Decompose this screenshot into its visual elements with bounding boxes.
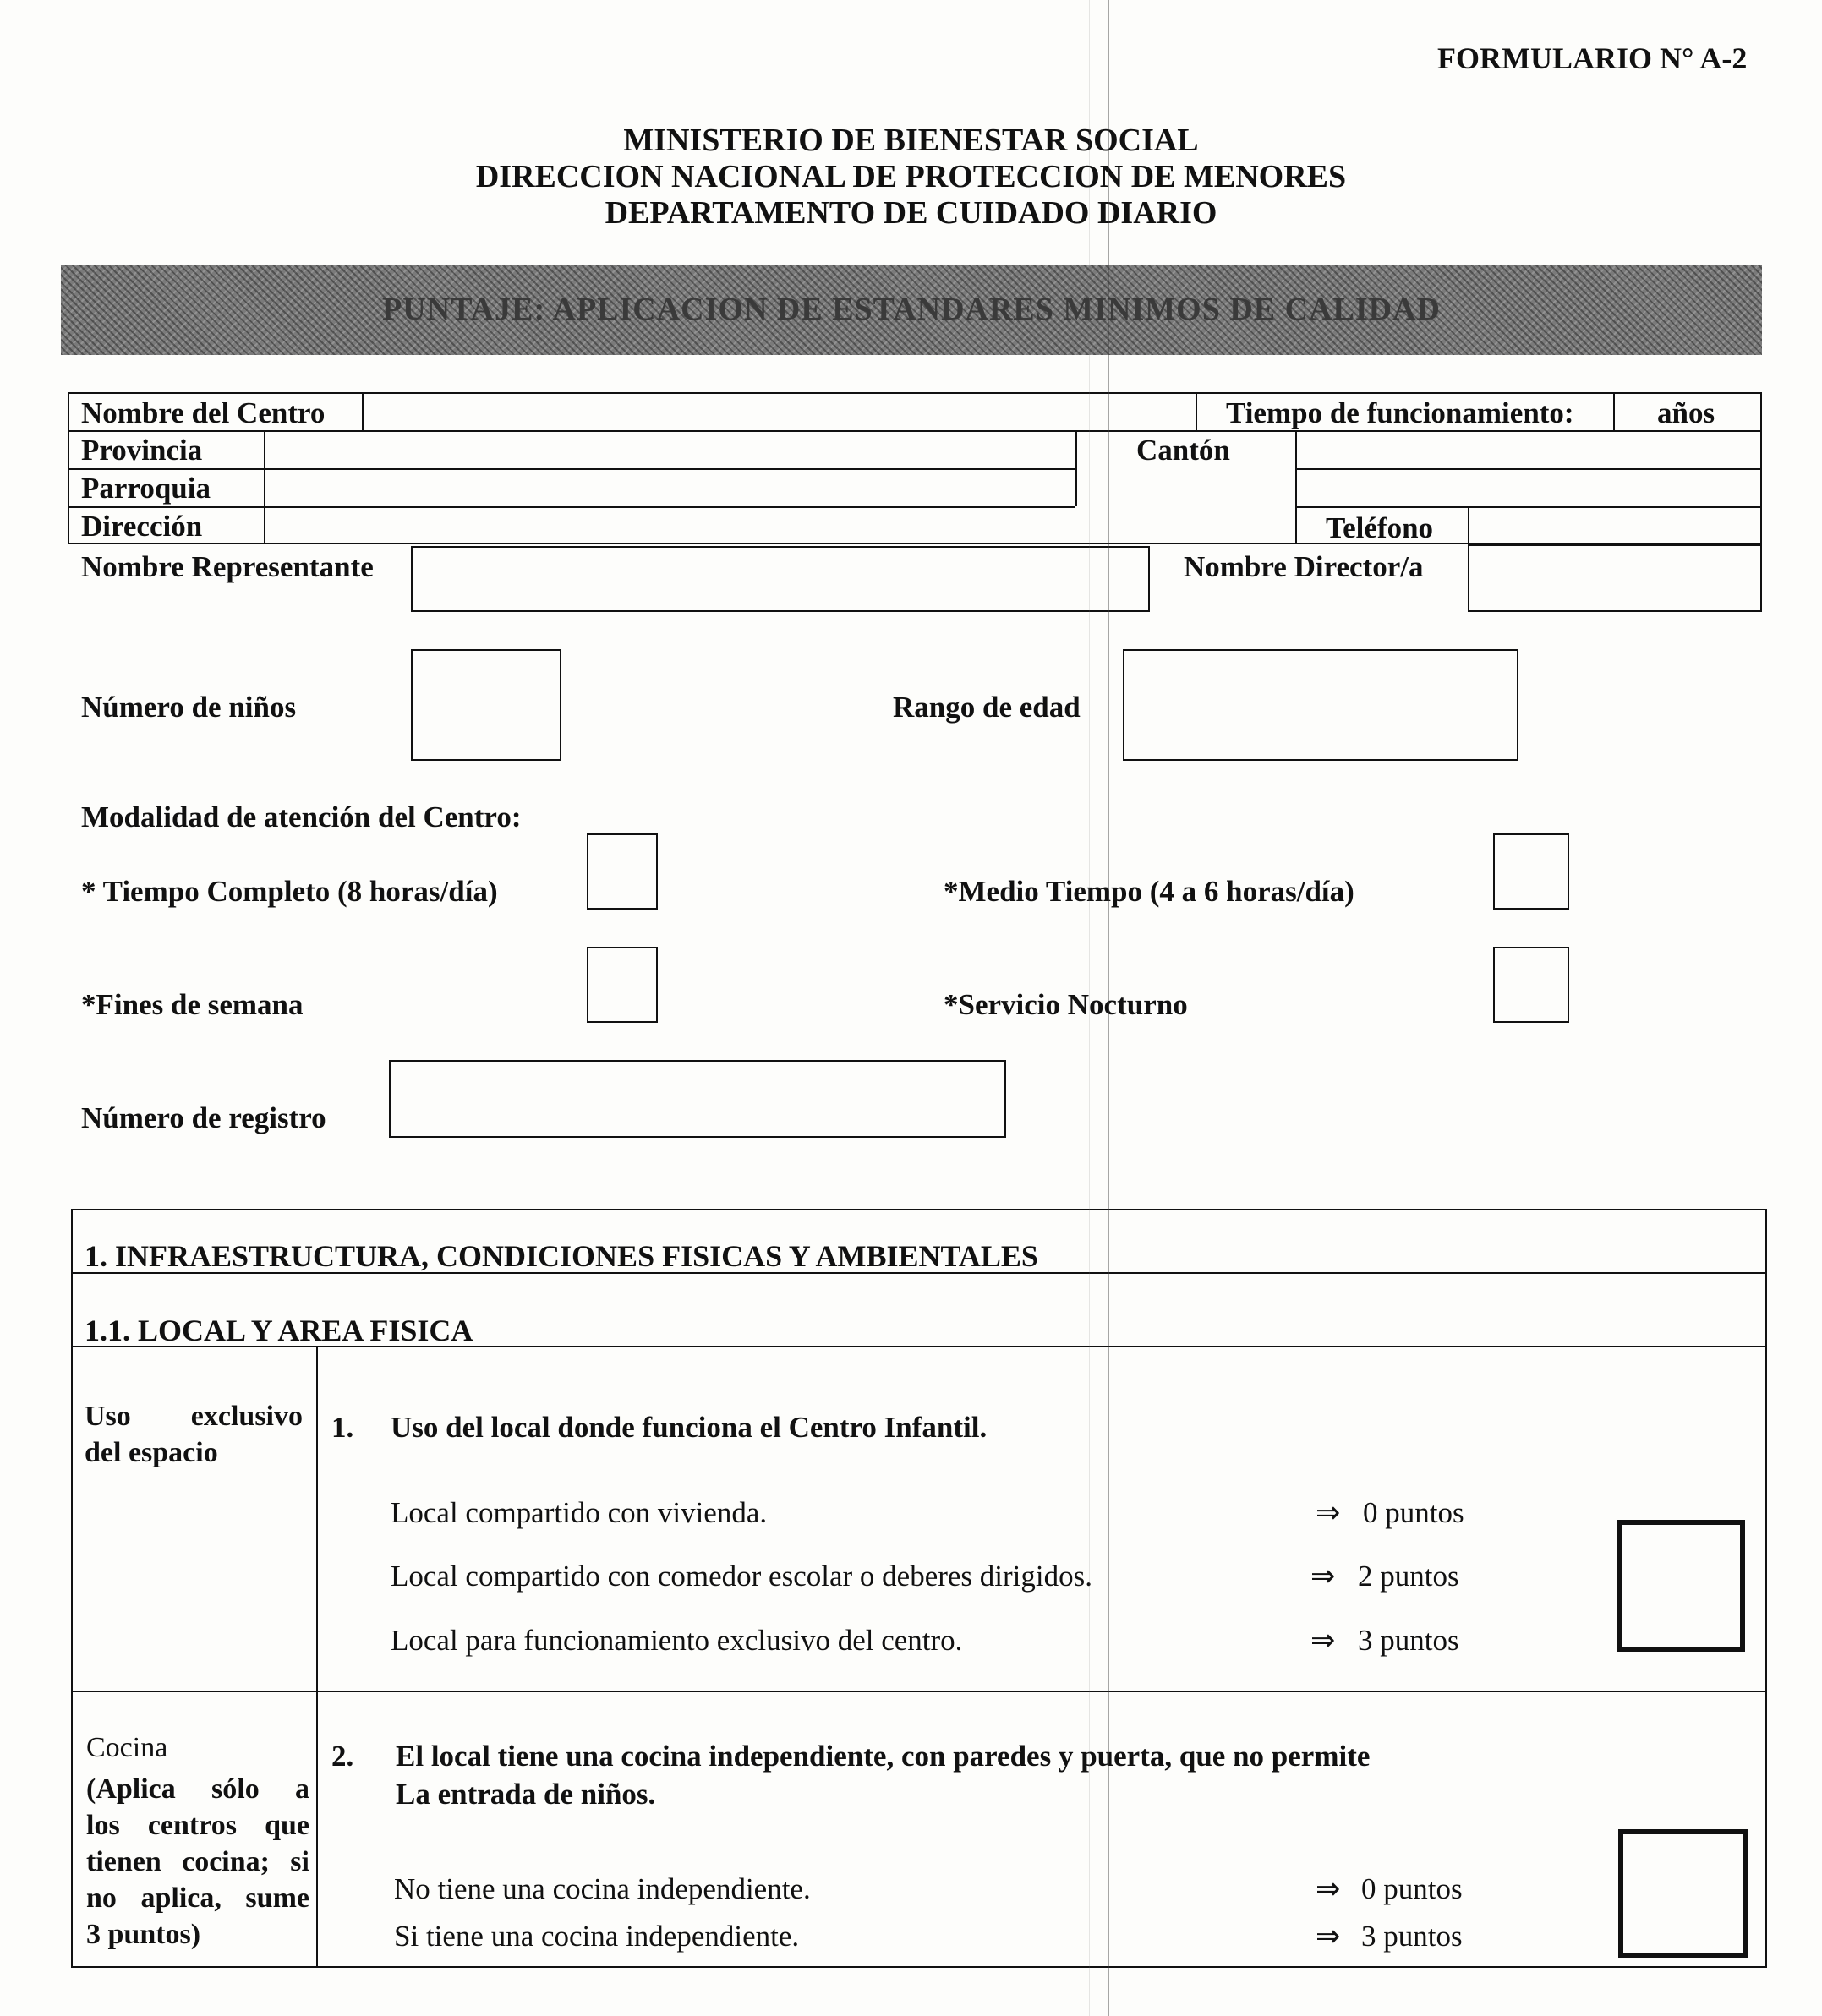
nombre-representante-field[interactable]	[411, 546, 1150, 612]
row-label-cocina	[86, 1729, 309, 1953]
table-divider	[264, 430, 265, 544]
scan-fold-line	[1089, 0, 1090, 2016]
telefono-field[interactable]	[1468, 506, 1762, 546]
medio-tiempo-checkbox[interactable]	[1493, 833, 1569, 910]
option-text: No tiene una cocina independiente.	[394, 1872, 811, 1905]
row-label-word: tienen	[86, 1846, 161, 1877]
option-points: 0 puntos	[1361, 1872, 1463, 1905]
row-label-word: centros	[147, 1810, 237, 1841]
option-points: 3 puntos	[1358, 1624, 1459, 1657]
row-label-word: si	[290, 1846, 309, 1877]
tiempo-funcionamiento-field[interactable]	[1586, 395, 1611, 429]
arrow-icon: ⇒	[1316, 1496, 1341, 1529]
rango-edad-field[interactable]	[1123, 649, 1518, 761]
table-divider	[71, 1691, 1767, 1692]
table-divider	[1295, 430, 1297, 544]
label-servicio-nocturno: *Servicio Nocturno	[944, 988, 1188, 1021]
label-nombre-director: Nombre Director/a	[1184, 550, 1424, 583]
option-text: Local para funcionamiento exclusivo del centro.	[391, 1624, 963, 1657]
row-label-word: sume	[245, 1882, 309, 1914]
label-direccion: Dirección	[81, 510, 203, 543]
label-fines-semana: *Fines de semana	[81, 988, 304, 1021]
section-title: 1. INFRAESTRUCTURA, CONDICIONES FISICAS Y AMBIENTALES	[85, 1239, 1038, 1273]
scan-fold-line	[1108, 0, 1109, 2016]
numero-ninos-field[interactable]	[411, 649, 561, 761]
form-number: FORMULARIO N° A-2	[1437, 41, 1748, 75]
arrow-icon: ⇒	[1316, 1920, 1341, 1953]
header-ministry: MINISTERIO DE BIENESTAR SOCIAL	[623, 123, 1199, 158]
option-text: Local compartido con comedor escolar o deberes dirigidos.	[391, 1560, 1092, 1593]
row-label-word: los	[86, 1810, 120, 1841]
servicio-nocturno-checkbox[interactable]	[1493, 947, 1569, 1023]
row-label-word: (Aplica	[86, 1773, 176, 1805]
item-question: Uso del local donde funciona el Centro Infantil.	[391, 1411, 988, 1444]
label-canton: Cantón	[1136, 434, 1230, 467]
row-label-title: Cocina	[86, 1732, 168, 1763]
label-numero-ninos: Número de niños	[81, 691, 297, 724]
banner-title: PUNTAJE: APLICACION DE ESTANDARES MINIMOS DE CALIDAD	[382, 292, 1441, 327]
label-telefono: Teléfono	[1326, 511, 1434, 544]
row-label-word: del espacio	[85, 1437, 218, 1468]
row-label-word: no	[86, 1882, 117, 1914]
label-modalidad: Modalidad de atención del Centro:	[81, 800, 522, 833]
label-rango-edad: Rango de edad	[893, 691, 1081, 724]
table-divider	[1075, 430, 1077, 506]
nombre-centro-field[interactable]	[365, 395, 1192, 429]
label-anos: años	[1657, 396, 1715, 429]
provincia-field[interactable]	[267, 433, 1072, 467]
item-number: 2.	[331, 1740, 354, 1773]
nombre-director-field[interactable]	[1468, 544, 1762, 612]
item-question-line-2: La entrada de niños.	[396, 1778, 656, 1811]
score-box-item-1[interactable]	[1617, 1520, 1745, 1652]
row-label-word: aplica,	[140, 1882, 222, 1914]
label-provincia: Provincia	[81, 434, 203, 467]
numero-registro-field[interactable]	[389, 1060, 1006, 1138]
row-label-word: cocina;	[182, 1846, 270, 1877]
table-divider	[1613, 392, 1615, 430]
label-nombre-representante: Nombre Representante	[81, 550, 374, 583]
row-label-uso-exclusivo	[85, 1398, 303, 1471]
option-points: 3 puntos	[1361, 1920, 1463, 1953]
option-points: 0 puntos	[1363, 1496, 1464, 1529]
row-label-word: a	[295, 1773, 309, 1805]
fines-semana-checkbox[interactable]	[587, 947, 658, 1023]
canton-field[interactable]	[1299, 433, 1759, 467]
row-label-word: sólo	[211, 1773, 260, 1805]
table-divider	[1295, 468, 1762, 470]
parroquia-field[interactable]	[267, 471, 1072, 505]
label-nombre-centro: Nombre del Centro	[81, 396, 326, 429]
option-text: Si tiene una cocina independiente.	[394, 1920, 800, 1953]
section-subtitle: 1.1. LOCAL Y AREA FISICA	[85, 1314, 473, 1347]
row-label-word: 3 puntos)	[86, 1919, 201, 1950]
item-question-line-1: El local tiene una cocina independiente, con paredes y puerta, que no permite	[396, 1740, 1371, 1773]
row-label-word: exclusivo	[190, 1401, 303, 1432]
arrow-icon: ⇒	[1316, 1872, 1341, 1905]
item-number: 1.	[331, 1411, 354, 1444]
label-tiempo-completo: * Tiempo Completo (8 horas/día)	[81, 875, 498, 908]
label-tiempo-funcionamiento: Tiempo de funcionamiento:	[1226, 396, 1574, 429]
table-divider	[1196, 392, 1197, 430]
direccion-field[interactable]	[267, 509, 1292, 543]
table-divider	[316, 1346, 318, 1968]
option-points: 2 puntos	[1358, 1560, 1459, 1593]
label-medio-tiempo: *Medio Tiempo (4 a 6 horas/día)	[944, 875, 1354, 908]
table-divider	[362, 392, 364, 430]
table-divider	[68, 468, 1075, 470]
option-text: Local compartido con vivienda.	[391, 1496, 768, 1529]
arrow-icon: ⇒	[1310, 1560, 1336, 1593]
row-label-word: Uso	[85, 1401, 131, 1432]
label-numero-registro: Número de registro	[81, 1101, 326, 1134]
table-divider	[68, 506, 1075, 508]
header-department: DEPARTAMENTO DE CUIDADO DIARIO	[605, 195, 1217, 231]
score-banner	[61, 265, 1762, 355]
row-label-word: que	[265, 1810, 309, 1841]
header-direction: DIRECCION NACIONAL DE PROTECCION DE MENORES	[475, 159, 1347, 194]
arrow-icon: ⇒	[1310, 1624, 1336, 1657]
label-parroquia: Parroquia	[81, 472, 211, 505]
tiempo-completo-checkbox[interactable]	[587, 833, 658, 910]
score-box-item-2[interactable]	[1618, 1829, 1748, 1958]
